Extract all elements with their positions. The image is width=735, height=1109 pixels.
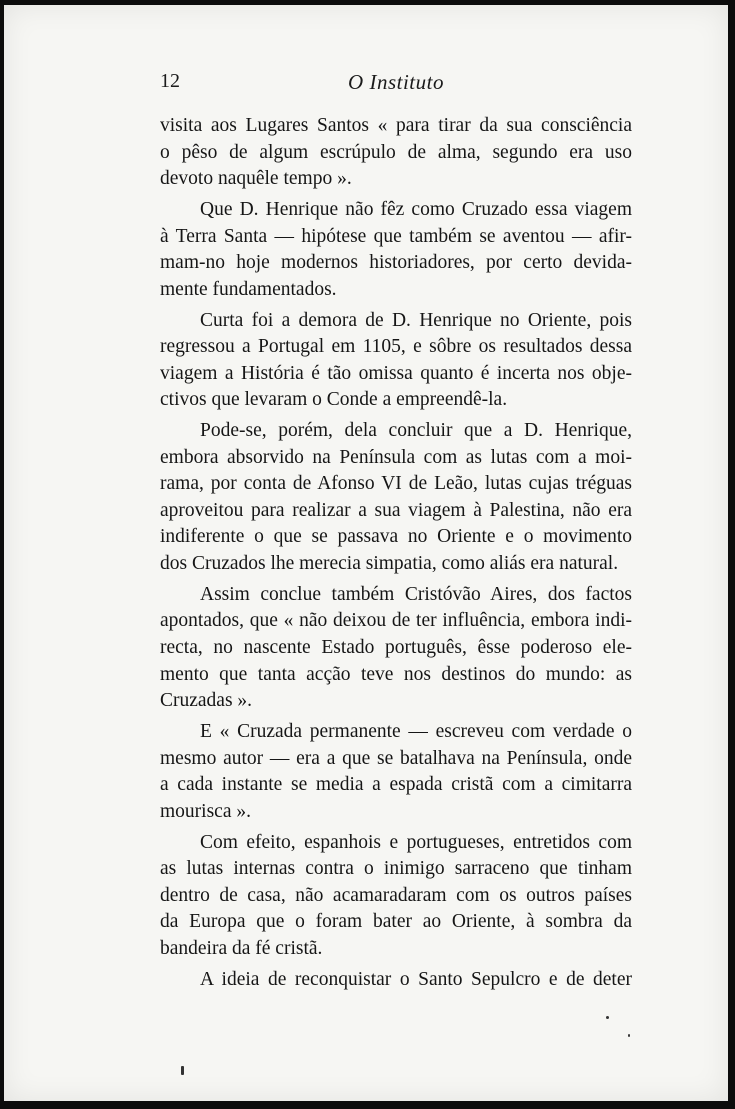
text-line: mam-no hoje modernos historiadores, por certo devida- [160, 252, 632, 274]
scan-speck [606, 1016, 609, 1019]
text-line: recta, no nascente Estado português, êsse poderoso ele- [160, 637, 632, 659]
text-line: as lutas internas contra o inimigo sarraceno que tinham [160, 858, 632, 880]
text-line: embora absorvido na Península com as lutas com a moi- [160, 446, 632, 468]
scan-speck [181, 1066, 184, 1075]
text-line: mente fundamentados. [160, 278, 337, 300]
text-line: Curta foi a demora de D. Henrique no Oriente, pois [200, 309, 632, 331]
text-line: regressou a Portugal em 1105, e sôbre os resultados dessa [160, 336, 632, 358]
text-line: Pode-se, porém, dela concluir que a D. Henrique, [200, 420, 632, 442]
text-line: Cruzadas ». [160, 690, 253, 712]
text-line: rama, por conta de Afonso VI de Leão, lutas cujas tréguas [160, 473, 632, 495]
paragraph [160, 308, 632, 414]
text-line: Assim conclue também Cristóvão Aires, dos factos [200, 583, 632, 605]
text-line: o pêso de algum escrúpulo de alma, segundo era uso [160, 141, 632, 163]
text-line: devoto naquêle tempo ». [160, 168, 352, 190]
text-line: viagem a História é tão omissa quanto é incerta nos obje- [160, 362, 632, 384]
paragraph [160, 113, 632, 193]
scan-border-right [728, 0, 735, 1109]
paragraph [160, 582, 632, 715]
text-line: E « Cruzada permanente — escreveu com verdade o [200, 721, 632, 742]
text-line: dentro de casa, não acamaradaram com os outros países [160, 884, 632, 906]
text-line: mento que tanta acção teve nos destinos do mundo: as [160, 663, 632, 685]
text-line: a cada instante se media a espada cristã com a cimitarra [160, 774, 632, 796]
text-line: ctivos que levaram o Conde a empreendê-la. [160, 389, 508, 411]
paragraph [160, 418, 632, 578]
text-line: indiferente o que se passava no Oriente e o movimento [160, 526, 632, 548]
text-line: bandeira da fé cristã. [160, 937, 323, 959]
paragraph [160, 719, 632, 825]
text-line: A ideia de reconquistar o Santo Sepulcro e de deter [200, 968, 632, 990]
text-line: aproveitou para realizar a sua viagem à Palestina, não era [160, 499, 632, 521]
text-line: apontados, que « não deixou de ter influência, embora indi- [160, 610, 632, 632]
body-text [160, 113, 632, 993]
paragraph [160, 830, 632, 963]
text-line: da Europa que o foram bater ao Oriente, à sombra da [160, 911, 632, 933]
running-title: O Instituto [348, 70, 444, 94]
text-line: mesmo autor — era a que se batalhava na Península, onde [160, 747, 632, 769]
paragraph [160, 967, 632, 994]
page-number: 12 [160, 70, 180, 92]
text-line: Que D. Henrique não fêz como Cruzado essa viagem [200, 198, 632, 220]
text-line: Com efeito, espanhois e portugueses, entretidos com [200, 831, 632, 853]
page-header [160, 70, 632, 98]
text-line: mourisca ». [160, 800, 251, 822]
text-line: visita aos Lugares Santos « para tirar da sua consciência [160, 115, 632, 136]
scan-speck [628, 1034, 630, 1037]
text-line: dos Cruzados lhe merecia simpatia, como aliás era natural. [160, 553, 619, 575]
text-line: à Terra Santa — hipótese que também se aventou — afir- [160, 225, 632, 247]
paragraph [160, 197, 632, 303]
scan-border-bottom [0, 1101, 735, 1109]
